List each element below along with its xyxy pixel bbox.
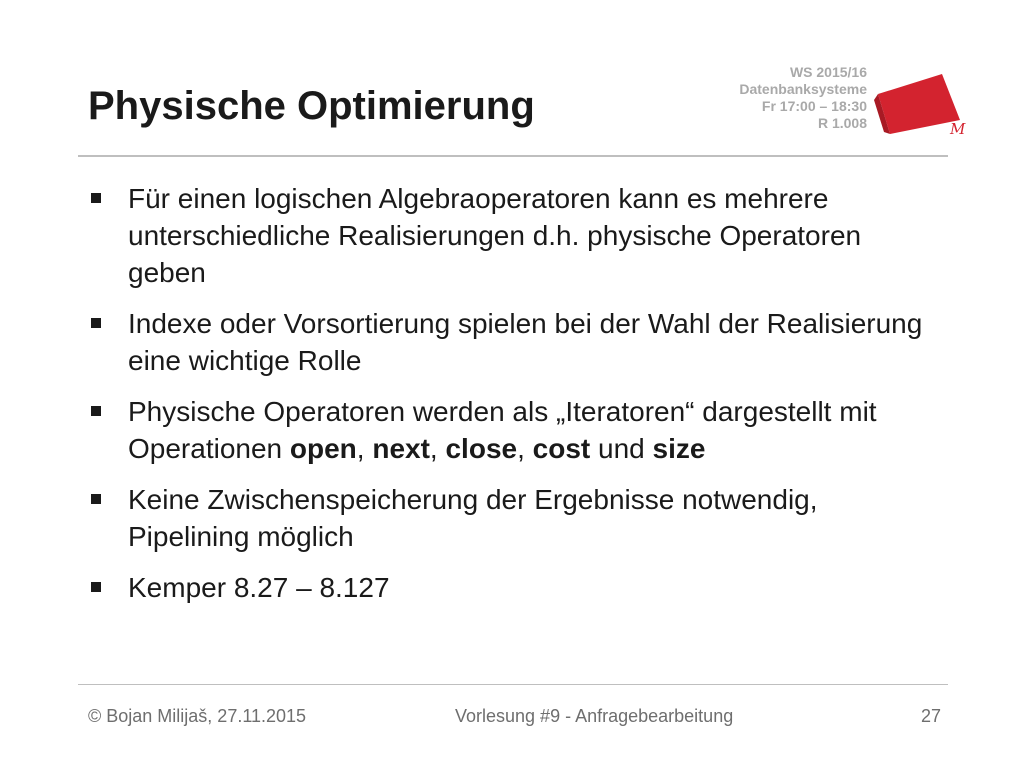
bullet-text: , [356, 433, 373, 464]
bullet-item [88, 569, 928, 606]
course-semester: WS 2015/16 [789, 64, 867, 80]
course-info [739, 64, 867, 132]
course-time: Fr 17:00 – 18:30 [761, 98, 867, 114]
square-bullet-icon [91, 193, 101, 203]
slide-title: Physische Optimierung [88, 84, 535, 128]
bullet-text: und [590, 433, 653, 464]
university-logo-icon [872, 70, 968, 142]
course-room: R 1.008 [817, 115, 867, 131]
footer-author-date: © Bojan Milijaš, 27.11.2015 [88, 706, 307, 726]
bullet-keyword: next [372, 433, 430, 464]
bullet-text: , [517, 433, 533, 464]
bullet-text: , [429, 433, 446, 464]
bullet-keyword: size [652, 433, 706, 464]
bullet-item [88, 393, 928, 467]
bullet-list [88, 180, 928, 620]
square-bullet-icon [91, 494, 101, 504]
bullet-text: Indexe oder Vorsortierung spielen bei der Wahl der Realisierung eine wichtige Rolle [128, 308, 923, 376]
bullet-text: Physische Operatoren werden als „Iteratoren“ dargestellt mit Operationen [128, 396, 877, 464]
course-name: Datenbanksysteme [739, 81, 867, 97]
square-bullet-icon [91, 582, 101, 592]
header-divider [78, 155, 948, 157]
footer-divider [78, 684, 948, 685]
logo-letter: M [950, 120, 966, 138]
bullet-keyword: open [289, 433, 357, 464]
bullet-item [88, 481, 928, 555]
page-number: 27 [920, 706, 941, 726]
bullet-item [88, 305, 928, 379]
bullet-item [88, 180, 928, 291]
bullet-text: Keine Zwischenspeicherung der Ergebnisse notwendig, Pipelining möglich [128, 484, 818, 552]
square-bullet-icon [91, 406, 101, 416]
bullet-text: Für einen logischen Algebraoperatoren kann es mehrere unterschiedliche Realisierungen d.h. physische Operatoren geben [128, 183, 862, 288]
footer-lecture-title: Vorlesung #9 - Anfragebearbeitung [455, 706, 734, 726]
logo-shape [878, 74, 960, 134]
bullet-text: Kemper 8.27 – 8.127 [128, 572, 390, 603]
square-bullet-icon [91, 318, 101, 328]
bullet-keyword: close [445, 433, 518, 464]
bullet-keyword: cost [532, 433, 591, 464]
